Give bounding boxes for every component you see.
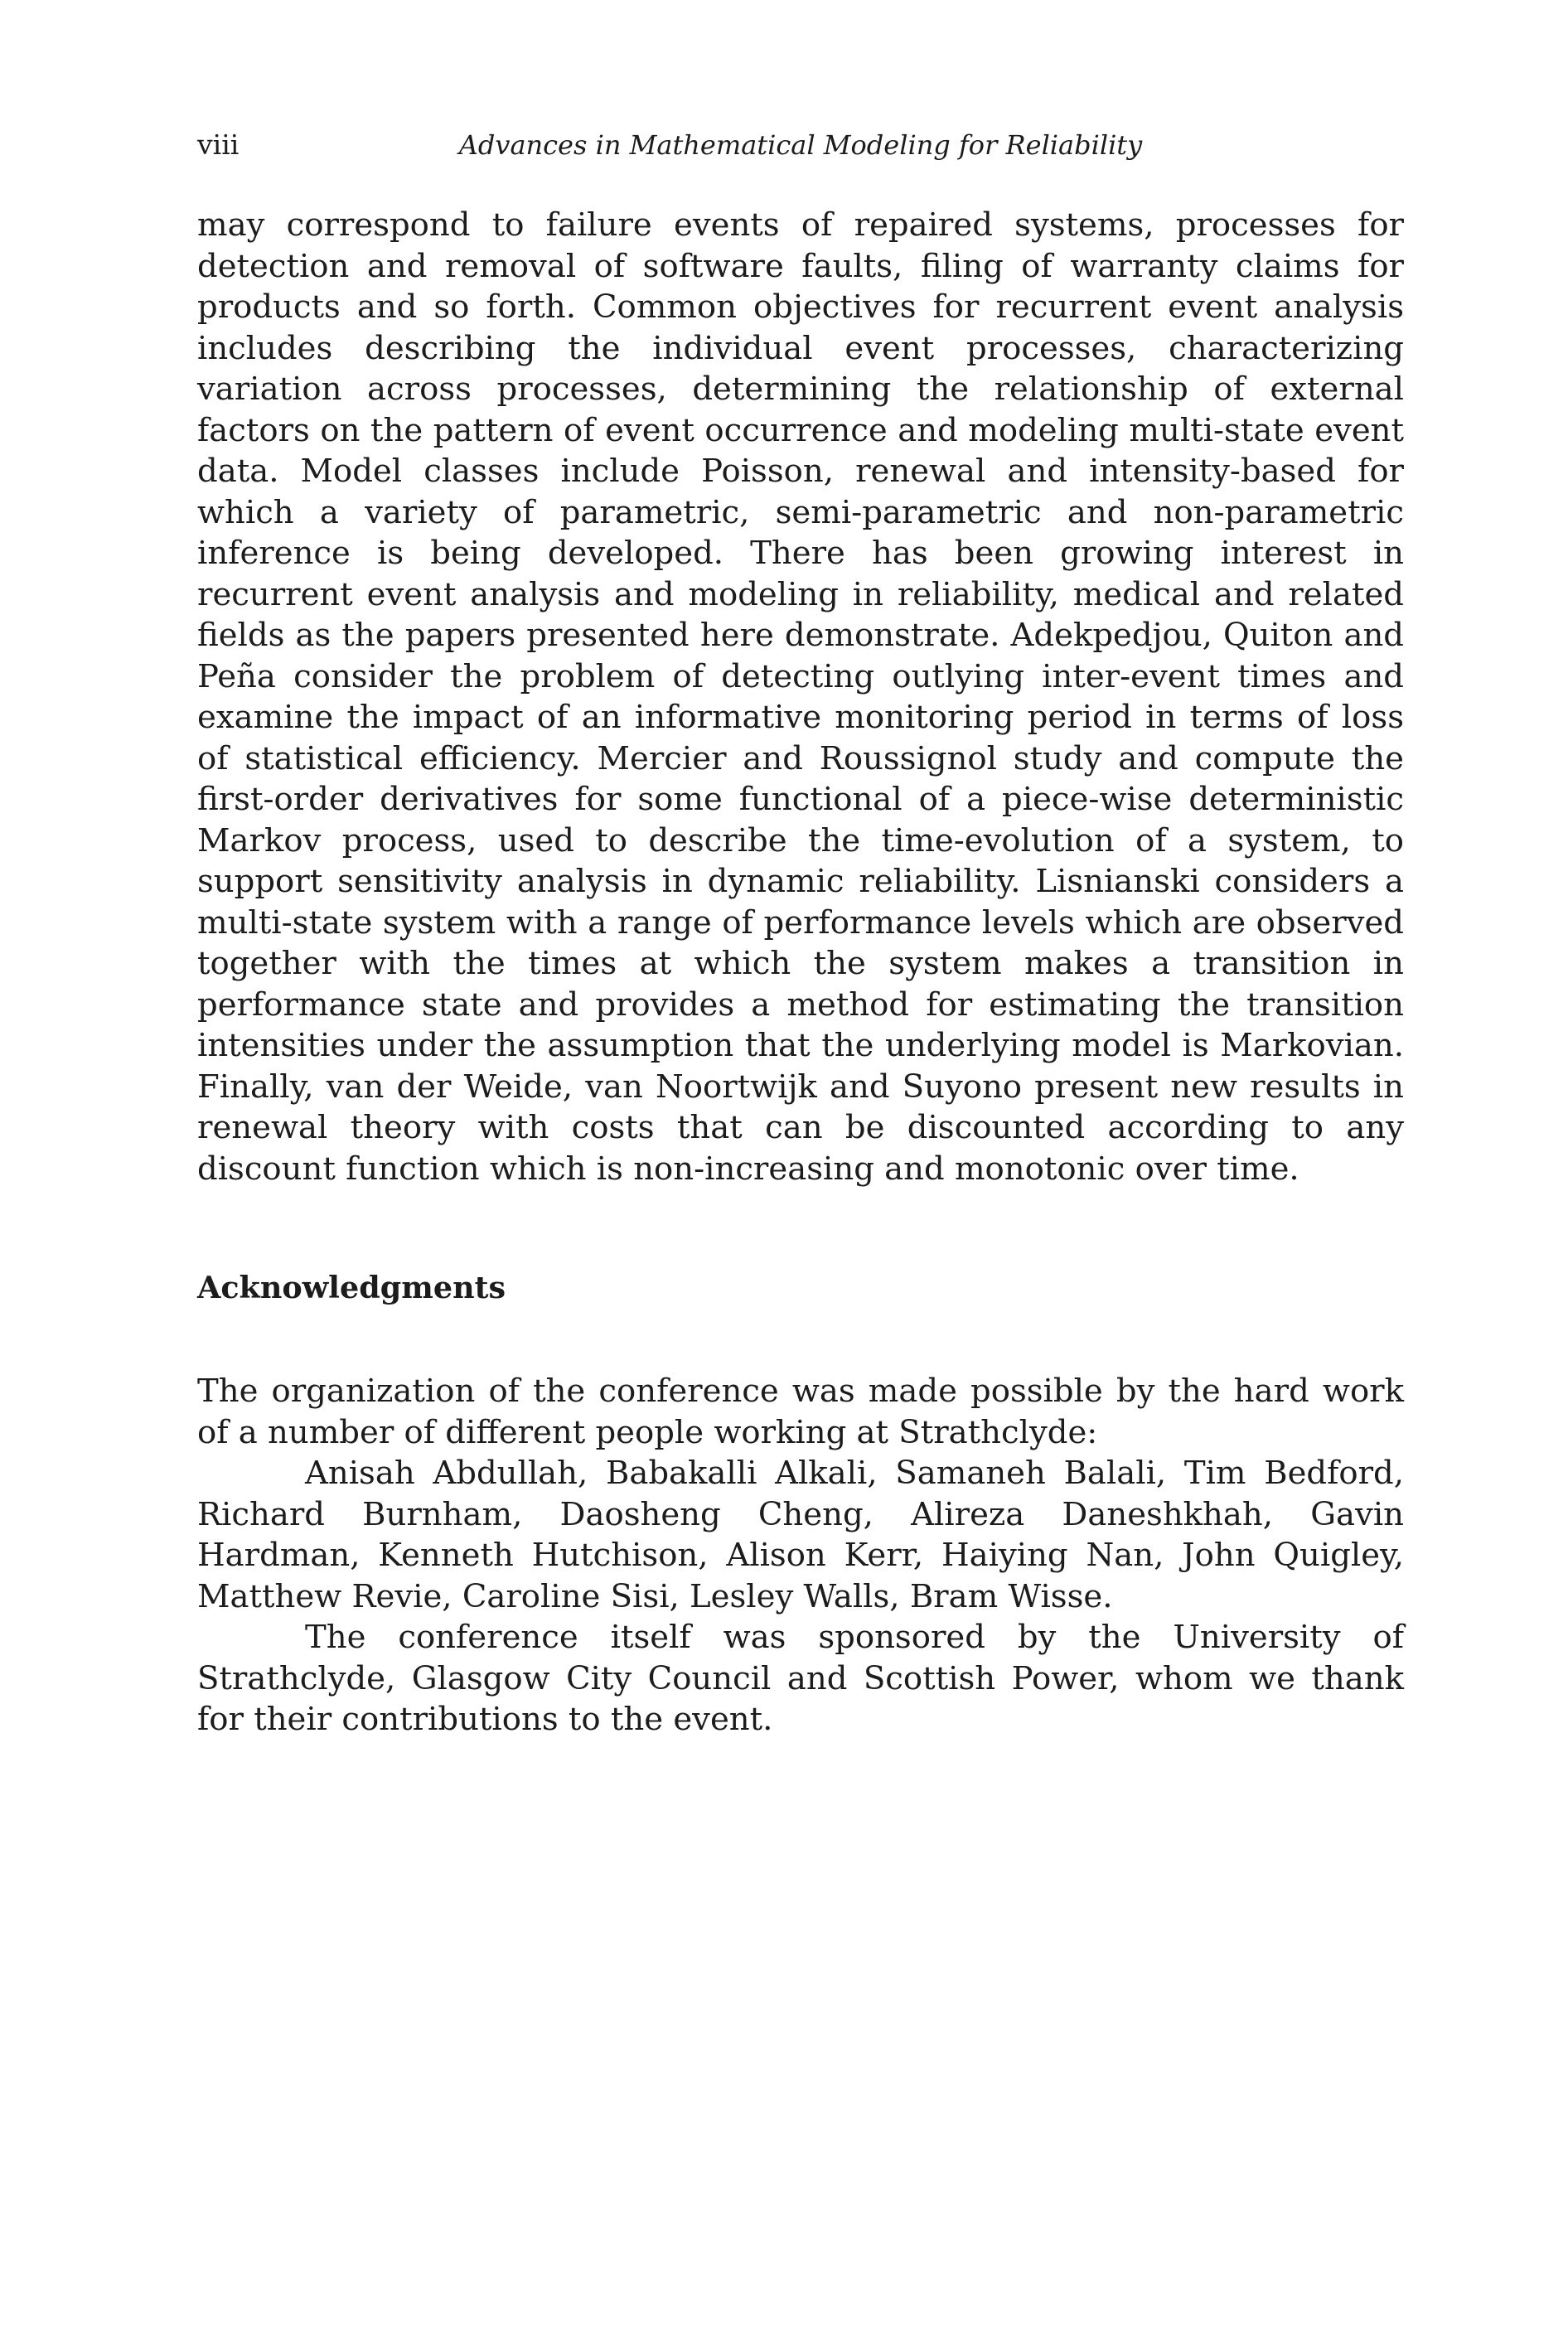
acknowledgments-paragraph: The organization of the conference was made possible by the hard work of a number of different people working at Strathclyde: <box>197 1372 1404 1451</box>
running-head <box>197 124 1404 166</box>
intro-paragraph: may correspond to failure events of repaired systems, processes for detection and removal of software faults, filing of warranty claims for products and so forth. Common objectives for recurrent event analysis includes describing the individual event processes, characterizing variation across processes, determining the relationship of external factors on the pattern of event occurrence and modeling multi-state event data. Model classes include Poisson, renewal and intensity-based for which a variety of parametric, semi-parametric and non-parametric inference is being developed. There has been growing interest in recurrent event analysis and modeling in reliability, medical and related fields as the papers presented here demonstrate. Adekpedjou, Quiton and Peña consider the problem of detecting outlying inter-event times and examine the impact of an informative monitoring period in terms of loss of statistical efficiency. Mercier and Roussignol study and compute the first-order derivatives for some functional of a piece-wise deterministic Markov process, used to describe the time-evolution of a system, to support sensitivity analysis in dynamic reliability. Lisnianski considers a multi-state system with a range of performance levels which are observed together with the times at which the system makes a transition in performance state and provides a method for estimating the transition intensities under the assumption that the underlying model is Markovian. Finally, van der Weide, van Noortwijk and Suyono present new results in renewal theory with costs that can be discounted according to any discount function which is non-increasing and monotonic over time. <box>197 206 1404 1188</box>
body-text <box>197 205 1404 1740</box>
page-number: viii <box>197 128 240 161</box>
running-title: Advances in Mathematical Modeling for Reliability <box>458 129 1143 161</box>
acknowledgments-heading: Acknowledgments <box>197 1270 506 1305</box>
contributors-list-paragraph: Anisah Abdullah, Babakalli Alkali, Samaneh Balali, Tim Bedford, Richard Burnham, Daosheng Cheng, Alireza Daneshkhah, Gavin Hardman, Kenneth Hutchison, Alison Kerr, Haiying Nan, John Quigley, Matthew Revie, Caroline Sisi, Lesley Walls, Bram Wisse. <box>197 1455 1404 1615</box>
sponsors-paragraph: The conference itself was sponsored by the University of Strathclyde, Glasgow City Council and Scottish Power, whom we thank for their contributions to the event. <box>197 1619 1404 1738</box>
